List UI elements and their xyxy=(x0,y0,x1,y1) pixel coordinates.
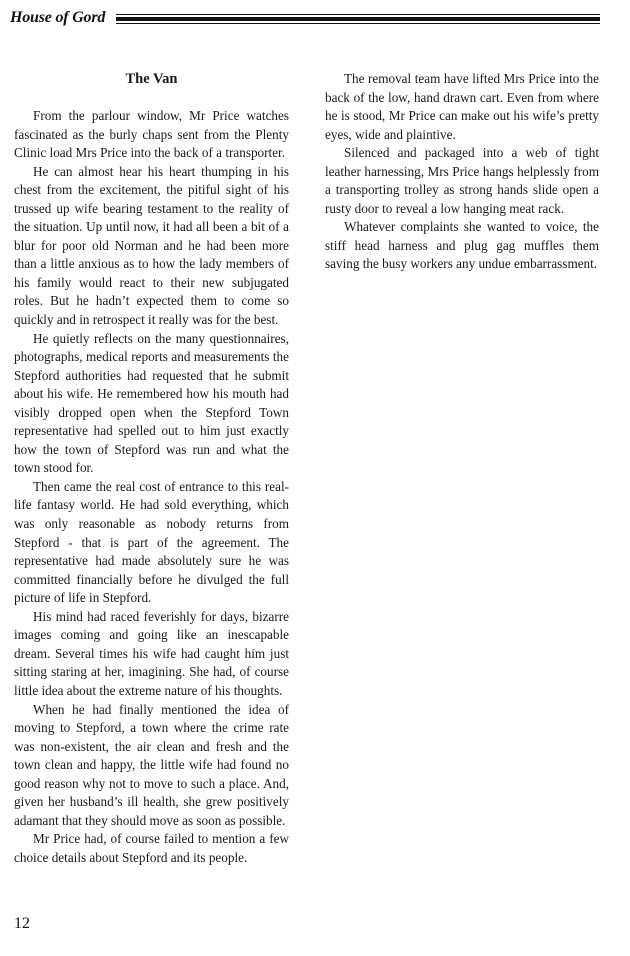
paragraph: Whatever complaints she wanted to voice, the stiff head harness and plug gag muffles them saving the busy workers any undue embarrassment. xyxy=(325,219,599,272)
paragraph: His mind had raced feverishly for days, bizarre images coming and going like an inescapable dream. Several times his wife had caught him just sitting staring at her, imagining. She had, of course little idea about the extreme nature of his thoughts. xyxy=(14,608,289,698)
header-rule xyxy=(116,14,600,24)
paragraph: From the parlour window, Mr Price watches fascinated as the burly chaps sent from the Plenty Clinic load Mrs Price into the back of a transporter. xyxy=(14,108,289,161)
paragraph: When he had finally mentioned the idea of moving to Stepford, a town where the crime rate was non-existent, the air clean and fresh and the town clean and happy, the little wife had found no good reason why not to move to such a place. And, given her husband’s ill health, she grew positively adamant that they should move as soon as possible. xyxy=(14,701,289,828)
header-title: House of Gord xyxy=(10,9,106,26)
paragraph: Silenced and packaged into a web of tight leather harnessing, Mrs Price hangs helplessly from a transporting trolley as strong hands slide open a rusty door to reveal a low hanging meat rack. xyxy=(325,145,599,216)
story-title: The Van xyxy=(125,71,178,87)
paragraph: He quietly reflects on the many questionnaires, photographs, medical reports and measurements the Stepford authorities had requested that he submit about his wife. He remembered how his mouth had visibly dropped open when the Stepford Town representative had spelled out to him just exactly how the town of Stepford was run and what the town stood for. xyxy=(14,330,289,476)
page-number: 12 xyxy=(14,915,30,932)
paragraph: The removal team have lifted Mrs Price into the back of the low, hand drawn cart. Even from where he is stood, Mr Price can make out his wife’s pretty eyes, wide and plaintive. xyxy=(325,71,599,142)
paragraph: Mr Price had, of course failed to mention a few choice details about Stepford and its people. xyxy=(14,831,289,865)
left-column xyxy=(14,70,289,867)
right-column xyxy=(325,70,599,274)
paragraph: He can almost hear his heart thumping in his chest from the excitement, the pitiful sight of his trussed up wife bearing testament to the reality of the situation. Up until now, it had all been a bit of a blur for poor old Norman and he had been more than a little anxious as to how the lady members of his family would react to their new subjugated roles. But he hadn’t expected them to come so quickly and in retrospect it really was for the best. xyxy=(14,163,289,328)
paragraph: Then came the real cost of entrance to this real-life fantasy world. He had sold everything, which was only reasonable as nobody returns from Stepford - that is part of the agreement. The representative had made absolutely sure he was committed financially before he divulged the full picture of life in Stepford. xyxy=(14,478,289,606)
running-header xyxy=(10,9,600,31)
